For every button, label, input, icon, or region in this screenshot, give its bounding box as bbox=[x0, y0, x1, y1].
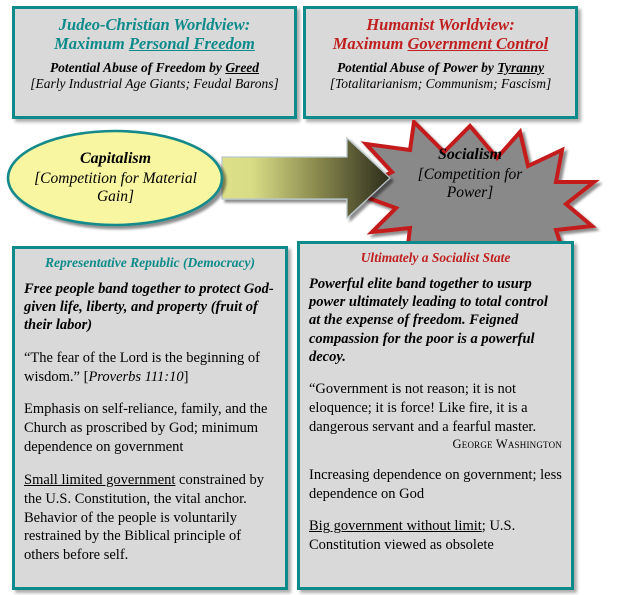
judeo-christian-title-line2-underlined: Personal Freedom bbox=[128, 34, 255, 54]
transition-graphics bbox=[0, 120, 628, 248]
republic-paragraph-3-rest: constrained by the U.S. Constitution, the vital anchor. Behavior of the people is voluntarily restrained by the Biblical principle of others before self. bbox=[24, 471, 265, 564]
socialism-descriptor: [Competition for Power] bbox=[417, 165, 523, 201]
socialist-state-title: Ultimately a Socialist State bbox=[360, 250, 511, 265]
proverbs-quote-close: ] bbox=[183, 368, 189, 385]
republic-paragraph-2: Emphasis on self-reliance, family, and the Church as proscribed by God; minimum dependence on government bbox=[24, 401, 268, 456]
judeo-christian-title bbox=[24, 15, 285, 54]
representative-republic-panel bbox=[12, 246, 288, 590]
representative-republic-lead-paragraph: Free people band together to protect God-given life, liberty, and property (fruit of their labor) bbox=[24, 280, 274, 334]
socialist-state-panel bbox=[297, 241, 574, 590]
socialism-name: Socialism bbox=[437, 146, 502, 163]
socialist-state-lead-paragraph: Powerful elite band together to usurp power ultimately leading to total control at the expense of freedom. Feigned compassion for the poor is a powerful decoy. bbox=[309, 275, 548, 365]
proverbs-quote-text: “The fear of the Lord is the beginning of wisdom.” [ bbox=[24, 349, 260, 385]
big-government-phrase: Big government without limit bbox=[309, 518, 482, 535]
humanist-title bbox=[315, 15, 566, 54]
humanist-examples: [Totalitarianism; Communism; Fascism] bbox=[329, 76, 552, 92]
humanist-subtitle-prefix: Potential Abuse of Power by bbox=[336, 59, 498, 75]
judeo-christian-title-line2-plain: Maximum bbox=[54, 34, 129, 54]
washington-quote: “Government is not reason; it is not eloquence; it is force! Like fire, it is a dangerous servant and a fearful master. bbox=[309, 381, 537, 435]
judeo-christian-subtitle-prefix: Potential Abuse of Freedom by bbox=[49, 59, 226, 75]
humanist-title-line1: Humanist Worldview: bbox=[366, 15, 515, 34]
judeo-christian-subtitle-underlined: Greed bbox=[225, 59, 260, 75]
capitalism-descriptor: [Competition for Material Gain] bbox=[34, 169, 197, 205]
capitalism-name: Capitalism bbox=[79, 150, 152, 167]
republic-paragraph-3 bbox=[24, 471, 276, 565]
proverbs-quote bbox=[24, 349, 276, 387]
humanist-subtitle bbox=[315, 60, 566, 76]
capitalism-ellipse-shape bbox=[8, 131, 222, 225]
humanist-subtitle-underlined: Tyranny bbox=[497, 59, 545, 75]
judeo-christian-subtitle bbox=[24, 60, 285, 76]
capitalism-to-socialism-arrow bbox=[222, 138, 390, 218]
humanist-worldview-panel bbox=[303, 6, 578, 119]
washington-attribution: George Washington bbox=[452, 436, 562, 451]
small-limited-government-phrase: Small limited government bbox=[24, 471, 176, 488]
socialist-paragraph-3 bbox=[309, 517, 562, 555]
judeo-christian-title-line1: Judeo-Christian Worldview: bbox=[58, 15, 251, 34]
socialist-paragraph-3-rest: ; U.S. Constitution viewed as obsolete bbox=[309, 518, 516, 554]
socialist-paragraph-2: Increasing dependence on government; less dependence on God bbox=[309, 466, 562, 502]
proverbs-citation: Proverbs 111:10 bbox=[88, 368, 184, 385]
judeo-christian-worldview-panel bbox=[12, 6, 297, 119]
humanist-title-line2-plain: Maximum bbox=[332, 34, 408, 54]
humanist-title-line2-underlined: Government Control bbox=[407, 34, 549, 54]
representative-republic-title: Representative Republic (Democracy) bbox=[45, 255, 255, 270]
judeo-christian-examples: [Early Industrial Age Giants; Feudal Barons] bbox=[30, 76, 279, 92]
socialism-starburst-shape bbox=[352, 122, 594, 248]
